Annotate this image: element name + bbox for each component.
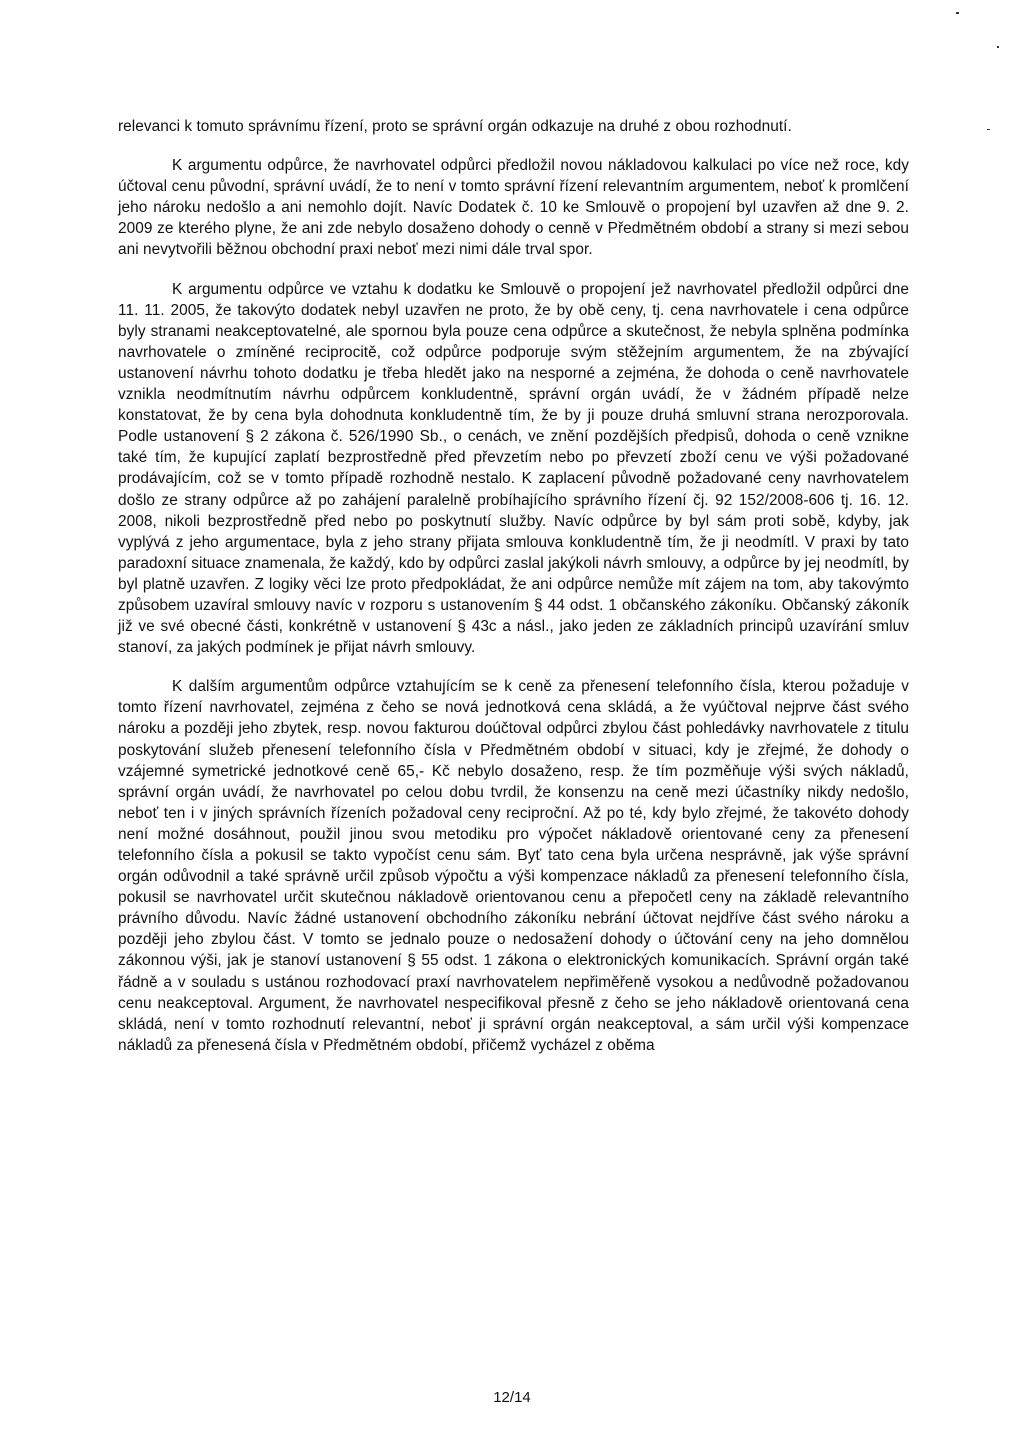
page-number: 12/14 [493, 1389, 531, 1406]
paragraph-continuation: relevanci k tomuto správnímu řízení, proto se správní orgán odkazuje na druhé z obou rozhodnutí. [118, 118, 792, 135]
paragraph-recalculation-argument: K argumentu odpůrce, že navrhovatel odpůrci předložil novou nákladovou kalkulaci po více než roce, kdy účtoval cenu původní, správní uvádí, že to není v tomto správní řízení relevantním argumentem, neboť k promlčení jeho nároku nedošlo a ani nemohlo dojít. Navíc Dodatek č. 10 ke Smlouvě o propojení byl uzavřen až dne 9. 2. 2009 ze kterého plyne, že ani zde nebylo dosaženo dohody o cenně v Předmětném období a strany si mezi sebou ani nevytvořili běžnou obchodní praxi neboť mezi nimi dále trval spor. [118, 157, 909, 259]
paragraph-number-porting-argument: K dalším argumentům odpůrce vztahujícím se k ceně za přenesení telefonního čísla, kterou požaduje v tomto řízení navrhovatel, zejména z čeho se nová jednotková cena skládá, a že vyúčtoval nejprve část svého nároku a později jeho zbytek, resp. novou fakturou doúčtoval odpůrci zbylou část pohledávky navrhovatele z titulu poskytování služeb přenesení telefonního čísla v Předmětném období v situaci, kdy je zřejmé, že dohody o vzájemné symetrické jednotkové ceně 65,- Kč nebylo dosaženo, resp. že tím pozměňuje výši svých nákladů, správní orgán uvádí, že navrhovatel po celou dobu tvrdil, že konsenzu na ceně mezi účastníky nikdy nedošlo, neboť ten i v jiných správních řízeních požadoval ceny reciproční. Až po té, kdy bylo zřejmé, že takovéto dohody není možné dosáhnout, použil jinou svou metodiku pro výpočet nákladově orientované ceny za přenesení telefonního čísla a pokusil se takto vypočíst cenu sám. Byť tato cena byla určena nesprávně, jak výše správní orgán odůvodnil a také správně určil způsob výpočtu a výši kompenzace nákladů za přenesení telefonního čísla, pokusil se navrhovatel určit skutečnou nákladově orientovanou cenu a přepočetl ceny na základě relevantního právního důvodu. Navíc žádné ustanovení obchodního zákoníku nebrání účtovat nejdříve část svého nároku a později jeho zbylou část. V tomto se jednalo pouze o nedosažení dohody o účtování ceny na jeho domnělou zákonnou výši, jak je stanoví ustanovení § 55 odst. 1 zákona o elektronických komunikacích. Správní orgán také řádně a v souladu s ustánou rozhodovací praxí navrhovatelem nepřiměřeně vysokou a nedůvodně požadovanou cenu neakceptoval. Argument, že navrhovatel nespecifikoval přesně z čeho se jeho nákladově orientovaná cena skládá, není v tomto rozhodnutí relevantní, neboť ji správní orgán neakceptoval, a sám určil výši kompenzace nákladů za přenesená čísla v Předmětném období, přičemž vycházel z oběma [118, 678, 909, 1054]
scan-speck-right-2 [987, 129, 990, 130]
scan-speck-right-1 [997, 46, 999, 48]
scan-speck-top-right [956, 12, 959, 14]
document-page [118, 116, 909, 1074]
paragraph-amendment-argument: K argumentu odpůrce ve vztahu k dodatku ke Smlouvě o propojení jež navrhovatel předložil odpůrci dne 11. 11. 2005, že takovýto dodatek nebyl uzavřen ne proto, že by obě ceny, tj. cena navrhovatele i cena odpůrce byly stranami neakceptovatelné, ale spornou byla pouze cena odpůrce a skutečnost, že nebyla splněna podmínka navrhovatele o zmíněné reciprocitě, což odpůrce podporuje svým stěžejním argumentem, že na zbývající ustanovení návrhu tohoto dodatku je třeba hledět jako na nesporné a zejména, že dohoda o ceně navrhovatele vznikla neodmítnutím návrhu odpůrcem konkludentně, správní orgán uvádí, že v žádném případě nelze konstatovat, že by cena byla dohodnuta konkludentně tím, že by ji pouze druhá smluvní strana nerozporovala. Podle ustanovení § 2 zákona č. 526/1990 Sb., o cenách, ve znění pozdějších předpisů, dohoda o ceně vznikne také tím, že kupující zaplatí bezprostředně před převzetím nebo po převzetí zboží cenu ve výši požadované prodávajícím, což se v tomto případě rozhodně nestalo. K zaplacení původně požadované ceny navrhovatelem došlo ze strany odpůrce až po zahájení paralelně probíhajícího správního řízení čj. 92 152/2008-606 tj. 16. 12. 2008, nikoli bezprostředně před nebo po poskytnutí služby. Navíc odpůrce by byl sám proti sobě, kdyby, jak vyplývá z jeho argumentace, byla z jeho strany přijata smlouva konkludentně tím, že ji neodmítl. V praxi by tato paradoxní situace znamenala, že každý, kdo by odpůrci zaslal jakýkoli návrh smlouvy, a odpůrce by jej neodmítl, by byl platně uzavřen. Z logiky věci lze proto předpokládat, že ani odpůrce nemůže mít zájem na tom, aby takovýmto způsobem uzavíral smlouvy navíc v rozporu s ustanovením § 44 odst. 1 občanského zákoníku. Občanský zákoník již ve své obecné části, konkrétně v ustanovení § 43c a násl., jako jeden ze základních principů uzavírání smluv stanoví, za jakých podmínek je přijat návrh smlouvy. [118, 280, 909, 657]
